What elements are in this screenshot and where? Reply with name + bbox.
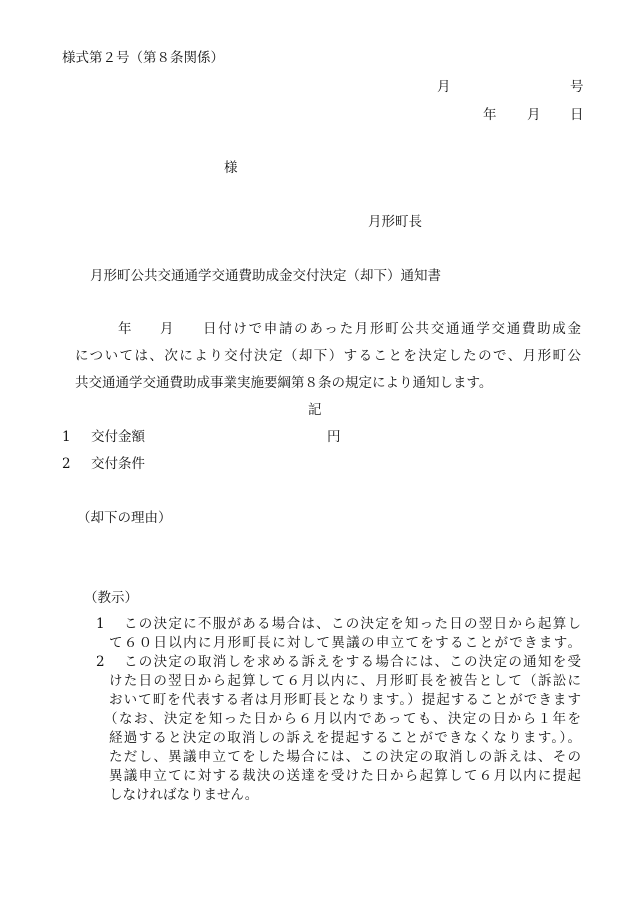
intro-line-2: については、次により交付決定（却下）することを決定したので、月形町公: [75, 348, 581, 364]
intro-line-3: 共交通通学交通費助成事業実施要綱第８条の規定により通知します。: [75, 375, 493, 391]
intro-line-1: 日付けで申請のあった月形町公共交通通学交通費助成金: [203, 321, 581, 337]
intro-year: 年: [118, 321, 132, 337]
sender-name: 月形町長: [368, 214, 422, 230]
notice-item-2-line-8: しなければなりません。: [109, 787, 259, 803]
item-1-label: 交付金額: [91, 429, 145, 445]
notice-item-1-line-2: て６０日以内に月形町長に対して異議の申立てをすることができます。: [109, 635, 581, 651]
item-1-number: 1: [62, 429, 71, 445]
date-month: 月: [527, 107, 541, 123]
notice-item-2-line-7: 異議申立てに対する裁決の送達を受けた日から起算して６月以内に提起: [109, 768, 581, 784]
notice-item-2-line-2: けた日の翌日から起算して６月以内に、月形町長を被告として（訴訟に: [109, 673, 581, 689]
notice-item-2-line-3: おいて町を代表する者は月形町長となります。）提起することができます: [109, 692, 581, 708]
notice-item-2-number: 2: [96, 654, 105, 670]
notice-item-2-line-1: この決定の取消しを求める訴えをする場合には、この決定の通知を受: [124, 654, 581, 670]
date-year: 年: [483, 107, 497, 123]
item-2-label: 交付条件: [91, 456, 145, 472]
notice-item-2-line-6: ただし、異議申立てをした場合には、この決定の取消しの訴えは、その: [109, 749, 581, 765]
addressee-honorific: 様: [224, 160, 238, 176]
item-1-unit: 円: [327, 429, 341, 445]
notice-item-2-line-5: 経過すると決定の取消しの訴えを提起することができなくなります。）。: [109, 730, 581, 746]
notice-item-1-line-1: この決定に不服がある場合は、この決定を知った日の翌日から起算し: [124, 616, 581, 632]
notice-item-1-number: 1: [96, 616, 105, 632]
document-title: 月形町公共交通通学交通費助成金交付決定（却下）通知書: [90, 268, 441, 284]
document-number-suffix: 号: [570, 79, 584, 95]
intro-month: 月: [160, 321, 174, 337]
rejection-heading: （却下の理由）: [77, 510, 172, 526]
notice-item-2-line-4: （なお、決定を知った日から６月以内であっても、決定の日から１年を: [104, 711, 581, 727]
notice-heading: （教示）: [84, 590, 138, 606]
form-label: 様式第２号（第８条関係）: [62, 50, 224, 66]
document-number-month: 月: [437, 79, 451, 95]
ki-heading: 記: [308, 402, 322, 418]
item-2-number: 2: [62, 456, 71, 472]
date-day: 日: [570, 107, 584, 123]
